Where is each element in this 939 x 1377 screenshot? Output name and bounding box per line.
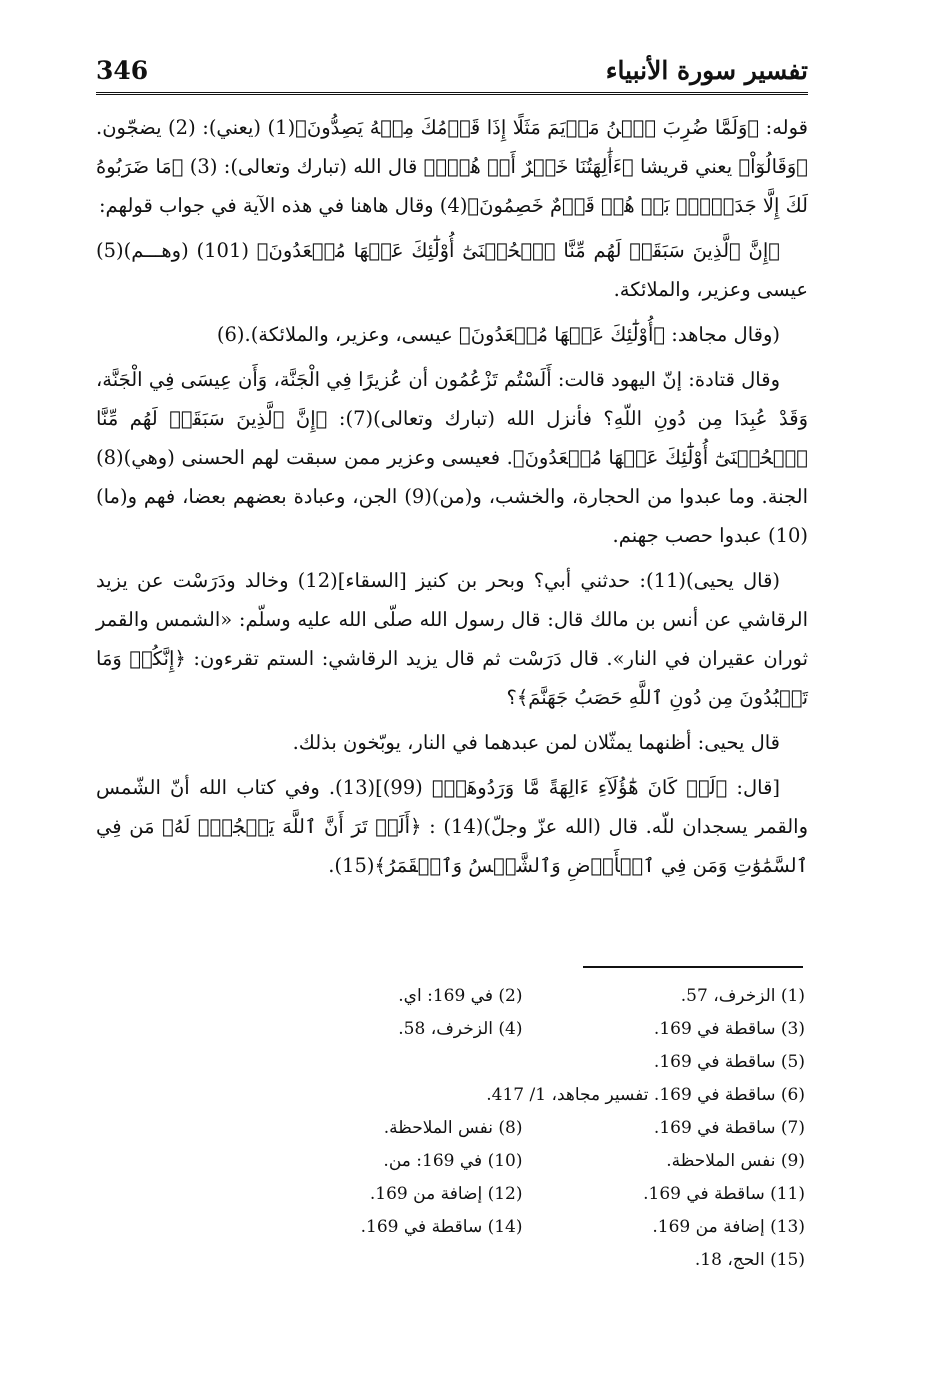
footnote-row [240, 1178, 805, 1211]
footnote: (4) الزخرف، 58. [398, 1019, 523, 1039]
footnote-row [240, 1244, 805, 1277]
paragraph: (قال يحيى)(11): حدثني أبي؟ وبحر بن كنيز [السقاء](12) وخالد ودَرَسْت عن يزيد الرقاشي عن أنس بن مالك قال: قال رسول الله صلّى الله عليه وسلّم: «الشمس والقمر ثوران عقيران في النار». قال دَرَسْت ثم قال يزيد الرقاشي: الستم تقرءون: ﴿إِنَّكُمۡ وَمَا تَعۡبُدُونَ مِن دُونِ ٱللَّهِ حَصَبُ جَهَنَّمَ﴾؟ [96, 569, 808, 709]
paragraph: [قال: ﴿لَوۡ كَانَ هَٰٓؤُلَآءِ ءَالِهَةً مَّا وَرَدُوهَاۖ﴾ (99)](13). وفي كتاب الله أنّ الشّمس والقمر يسجدان للّه. قال (الله عزّ وجلّ)(14) : ﴿أَلَمۡ تَرَ أَنَّ ٱللَّهَ يَسۡجُدُۤ لَهُۥ مَن فِي ٱلسَّمَٰوَٰتِ وَمَن فِي ٱلۡأَرۡضِ وَٱلشَّمۡسُ وَٱلۡقَمَرُ﴾(15). [96, 776, 808, 877]
footnote: (12) إضافة من 169. [369, 1184, 523, 1204]
footnote-row [240, 1079, 805, 1112]
main-text [96, 108, 808, 891]
paragraph: قال يحيى: أظنهما يمثّلان لمن عبدهما في النار، يوبّخون بذلك. [292, 731, 780, 754]
paragraph: قوله: ﴿وَلَمَّا ضُرِبَ ٱبۡنُ مَرۡيَمَ مَثَلًا إِذَا قَوۡمُكَ مِنۡهُ يَصِدُّونَ﴾(1) (يعني): (2) يضجّون. ﴿وَقَالُوٓاْ﴾ يعني قريشا ﴿ءَأَٰلِهَتُنَا خَيۡرٌ أَمۡ هُوَۚ﴾ قال الله (تبارك وتعالى): (3) ﴿مَا ضَرَبُوهُ لَكَ إِلَّا جَدَلَۢاۚ بَلۡ هُمۡ قَوۡمٌ خَصِمُونَ﴾(4) وقال هاهنا في هذه الآية في جواب قولهم: [96, 116, 808, 217]
page-header [96, 52, 808, 94]
footnote: (9) نفس الملاحظة. [666, 1151, 805, 1171]
footnote: (14) ساقطة في 169. [360, 1217, 523, 1237]
footnote: (8) نفس الملاحظة. [383, 1118, 523, 1138]
header-rule [96, 92, 808, 95]
footnote-row [240, 1112, 805, 1145]
footnote: (5) ساقطة في 169. [653, 1052, 805, 1072]
running-title: تفسير سورة الأنبياء [605, 56, 808, 85]
footnote: (3) ساقطة في 169. [653, 1019, 805, 1039]
paragraph: ﴿إِنَّ ٱلَّذِينَ سَبَقَتۡ لَهُم مِّنَّا ٱلۡحُسۡنَىٰٓ أُوْلَٰٓئِكَ عَنۡهَا مُبۡعَدُونَ﴾ (101) (وهـــم)(5) عيسى وعزير، والملائكة. [96, 239, 808, 301]
footnote-row [240, 1145, 805, 1178]
footnote: (7) ساقطة في 169. [653, 1118, 805, 1138]
footnotes [240, 980, 805, 1277]
footnote: (15) الحج، 18. [694, 1250, 805, 1270]
footnote-separator [583, 966, 803, 968]
page-number: 346 [96, 56, 149, 85]
footnote: (11) ساقطة في 169. [643, 1184, 805, 1204]
footnote-row [240, 1013, 805, 1046]
footnote: (1) الزخرف، 57. [680, 986, 805, 1006]
footnote-row [240, 980, 805, 1013]
paragraph: وقال قتادة: إنّ اليهود قالت: أَلَسْتُم تَزْعُمُون أن عُزيرًا فِي الْجَنَّة، وَأَن عِيسَى فِي الْجَنَّة، وَقَدْ عُبِدَا مِن دُونِ اللّهِ؟ فأنزل الله (تبارك وتعالى)(7): ﴿إِنَّ ٱلَّذِينَ سَبَقَتۡ لَهُم مِّنَّا ٱلۡحُسۡنَىٰٓ أُوْلَٰٓئِكَ عَنۡهَا مُبۡعَدُونَ﴾. فعيسى وعزير ممن سبقت لهم الحسنى (وهي)(8) الجنة. وما عبدوا من الحجارة، والخشب، و(من)(9) الجن، وعبادة بعضهم بعضا، فهم و(ما)(10) عبدوا حصب جهنم. [96, 368, 808, 547]
footnote: (2) في 169: اي. [398, 986, 523, 1006]
footnote-row [240, 1046, 805, 1079]
footnote-row [240, 1211, 805, 1244]
footnote: (13) إضافة من 169. [652, 1217, 805, 1237]
paragraph: (وقال مجاهد: ﴿أُوْلَٰٓئِكَ عَنۡهَا مُبۡعَدُونَ﴾ عيسى، وعزير، والملائكة).(6) [216, 323, 780, 346]
footnote: (10) في 169: من. [383, 1151, 523, 1171]
footnote: (6) ساقطة في 169. تفسير مجاهد، 1/ 417. [486, 1085, 805, 1105]
